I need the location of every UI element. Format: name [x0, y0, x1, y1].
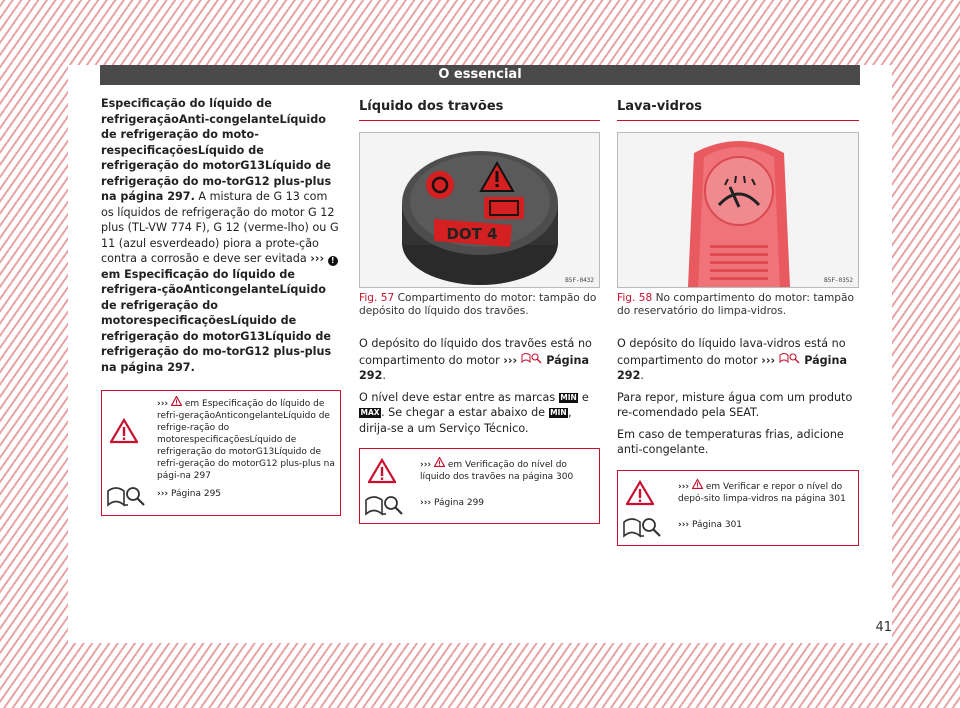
book-magnifier-icon: [622, 516, 662, 540]
washer-cap-illustration: [618, 133, 859, 287]
figure-label: Fig. 58: [617, 292, 653, 304]
brake-fluid-paragraph-1: O depósito do líquido dos travões está no compartimento do motor ››› Página 292.: [359, 337, 592, 382]
reference-page-label: Página 299: [434, 498, 485, 508]
min-mark-tag: MIN: [550, 408, 567, 417]
chevron-icon: ›››: [157, 489, 169, 499]
book-magnifier-icon: [364, 494, 404, 518]
figure-label: Fig. 57: [359, 292, 395, 304]
reference-page-link[interactable]: [678, 519, 742, 531]
figure-code: B5F-0352: [824, 277, 853, 284]
page-header: O essencial: [100, 65, 860, 85]
warning-circle-icon: !: [328, 256, 338, 266]
chevron-icon: ›››: [420, 460, 432, 470]
small-warning-icon: [692, 479, 703, 489]
warning-triangle-icon: [110, 418, 138, 444]
spec-text: A mistura de G 13 com os líquidos de refrigeração do motor G 12 plus (TL-VW 774 F), G 12 (verme-lho) ou G 11 (azul esverdeado) piora a prote-ção contra a corrosão e deve ser evitada: [101, 190, 339, 265]
reference-warning-label: em Verificação do nível do líquido dos travões na página 300: [420, 460, 574, 482]
paragraph-text: O depósito do líquido dos travões está no compartimento do motor: [359, 337, 592, 367]
reference-page-label: Página 295: [171, 489, 222, 499]
brake-fluid-paragraph-2: [359, 390, 600, 437]
section-title: Líquido dos travões: [359, 96, 600, 121]
max-mark-tag: MAX: [360, 408, 380, 417]
page-link[interactable]: Página 292: [617, 353, 848, 382]
reference-page-label: Página 301: [692, 519, 743, 530]
paragraph-text: O nível deve estar entre as marcas: [359, 390, 559, 404]
washer-paragraph-2: Para repor, misture água com um produto re-comendado pela SEAT.: [617, 390, 853, 419]
small-warning-icon: [171, 396, 182, 406]
chevron-icon: ›››: [157, 399, 169, 409]
reference-page-link[interactable]: [157, 488, 221, 500]
reference-page-link[interactable]: [420, 497, 484, 509]
figure-caption-text: No compartimento do motor: tampão do reservatório do limpa-vidros.: [617, 292, 854, 317]
figure-washer-cap: [617, 132, 859, 288]
figure-caption: [359, 292, 600, 318]
washer-paragraph-3: Em caso de temperaturas frias, adicione anti-congelante.: [617, 427, 844, 456]
reference-box-coolant: [101, 390, 341, 516]
column-brake-fluid: [359, 96, 600, 524]
figure-caption: [617, 292, 859, 318]
column-washer-fluid: [617, 96, 859, 546]
figure-caption-text: Compartimento do motor: tampão do depósito do líquido dos travões.: [359, 292, 597, 317]
chevron-icon: ›››: [678, 519, 690, 530]
book-magnifier-icon: [779, 352, 801, 364]
reference-warning-text[interactable]: [157, 396, 337, 482]
page-number: 41: [875, 620, 892, 635]
chevron-icon: ›››: [310, 252, 325, 265]
page-link[interactable]: Página 292: [359, 353, 590, 382]
reference-box-washer: [617, 470, 859, 546]
chevron-icon: ›››: [420, 498, 432, 508]
column-coolant: [101, 96, 341, 516]
figure-code: B5F-0432: [565, 277, 594, 284]
paragraph-text: O depósito do líquido lava-vidros está no compartimento do motor: [617, 337, 846, 367]
small-warning-icon: [434, 457, 445, 467]
washer-paragraph-1: O depósito do líquido lava-vidros está no compartimento do motor ››› Página 292.: [617, 337, 848, 382]
chevron-icon: ›››: [761, 353, 776, 367]
cap-text: DOT 4: [446, 225, 498, 243]
reference-warning-label: em Verificar e repor o nível do depó-sito limpa-vidros na página 301: [678, 481, 846, 504]
reference-warning-label: em Especificação do líquido de refri-geraçãoAnticongelanteLíquido de refrige-ração do motorespecificaçõesLíquido de refrigeração do motorG13Líquido de refri-geração do motorG12 plus-plus na pági-na 297: [157, 399, 335, 481]
book-magnifier-icon: [106, 485, 146, 509]
warning-triangle-icon: [626, 480, 654, 506]
reference-box-brake-fluid: [359, 448, 600, 524]
section-title: Lava-vidros: [617, 96, 859, 121]
reference-warning-text[interactable]: [420, 457, 592, 483]
paragraph-text: . Se chegar a estar abaixo de: [381, 406, 549, 419]
paragraph-text: , dirija-se a um Serviço Técnico.: [359, 406, 572, 435]
chevron-icon: ›››: [678, 481, 690, 492]
chevron-icon: ›››: [503, 353, 518, 367]
min-mark-tag: MIN: [560, 392, 577, 402]
spec-bold-1: Especificação do líquido de refrigeraçãoAnti-congelanteLíquido de refrigeração do moto-respecificaçõesLíquido de refrigeração do motorG13Líquido de refrigeração do mo-torG12 plus-plus na página 297.: [101, 97, 332, 203]
figure-brake-fluid-cap: [359, 132, 600, 288]
coolant-spec-paragraph: [101, 96, 341, 375]
book-magnifier-icon: [521, 352, 543, 364]
paragraph-text: e: [578, 390, 589, 404]
reference-warning-text[interactable]: [678, 479, 852, 505]
warning-triangle-icon: [368, 458, 396, 484]
spec-bold-2: em Especificação do líquido de refrigera-çãoAnticongelanteLíquido de refrigeração do motorespecificaçõesLíquido de refrigeração do motorG13Líquido de refrigeração do mo-torG12 plus-plus na página 297.: [101, 267, 332, 374]
brake-fluid-cap-illustration: [360, 133, 600, 287]
